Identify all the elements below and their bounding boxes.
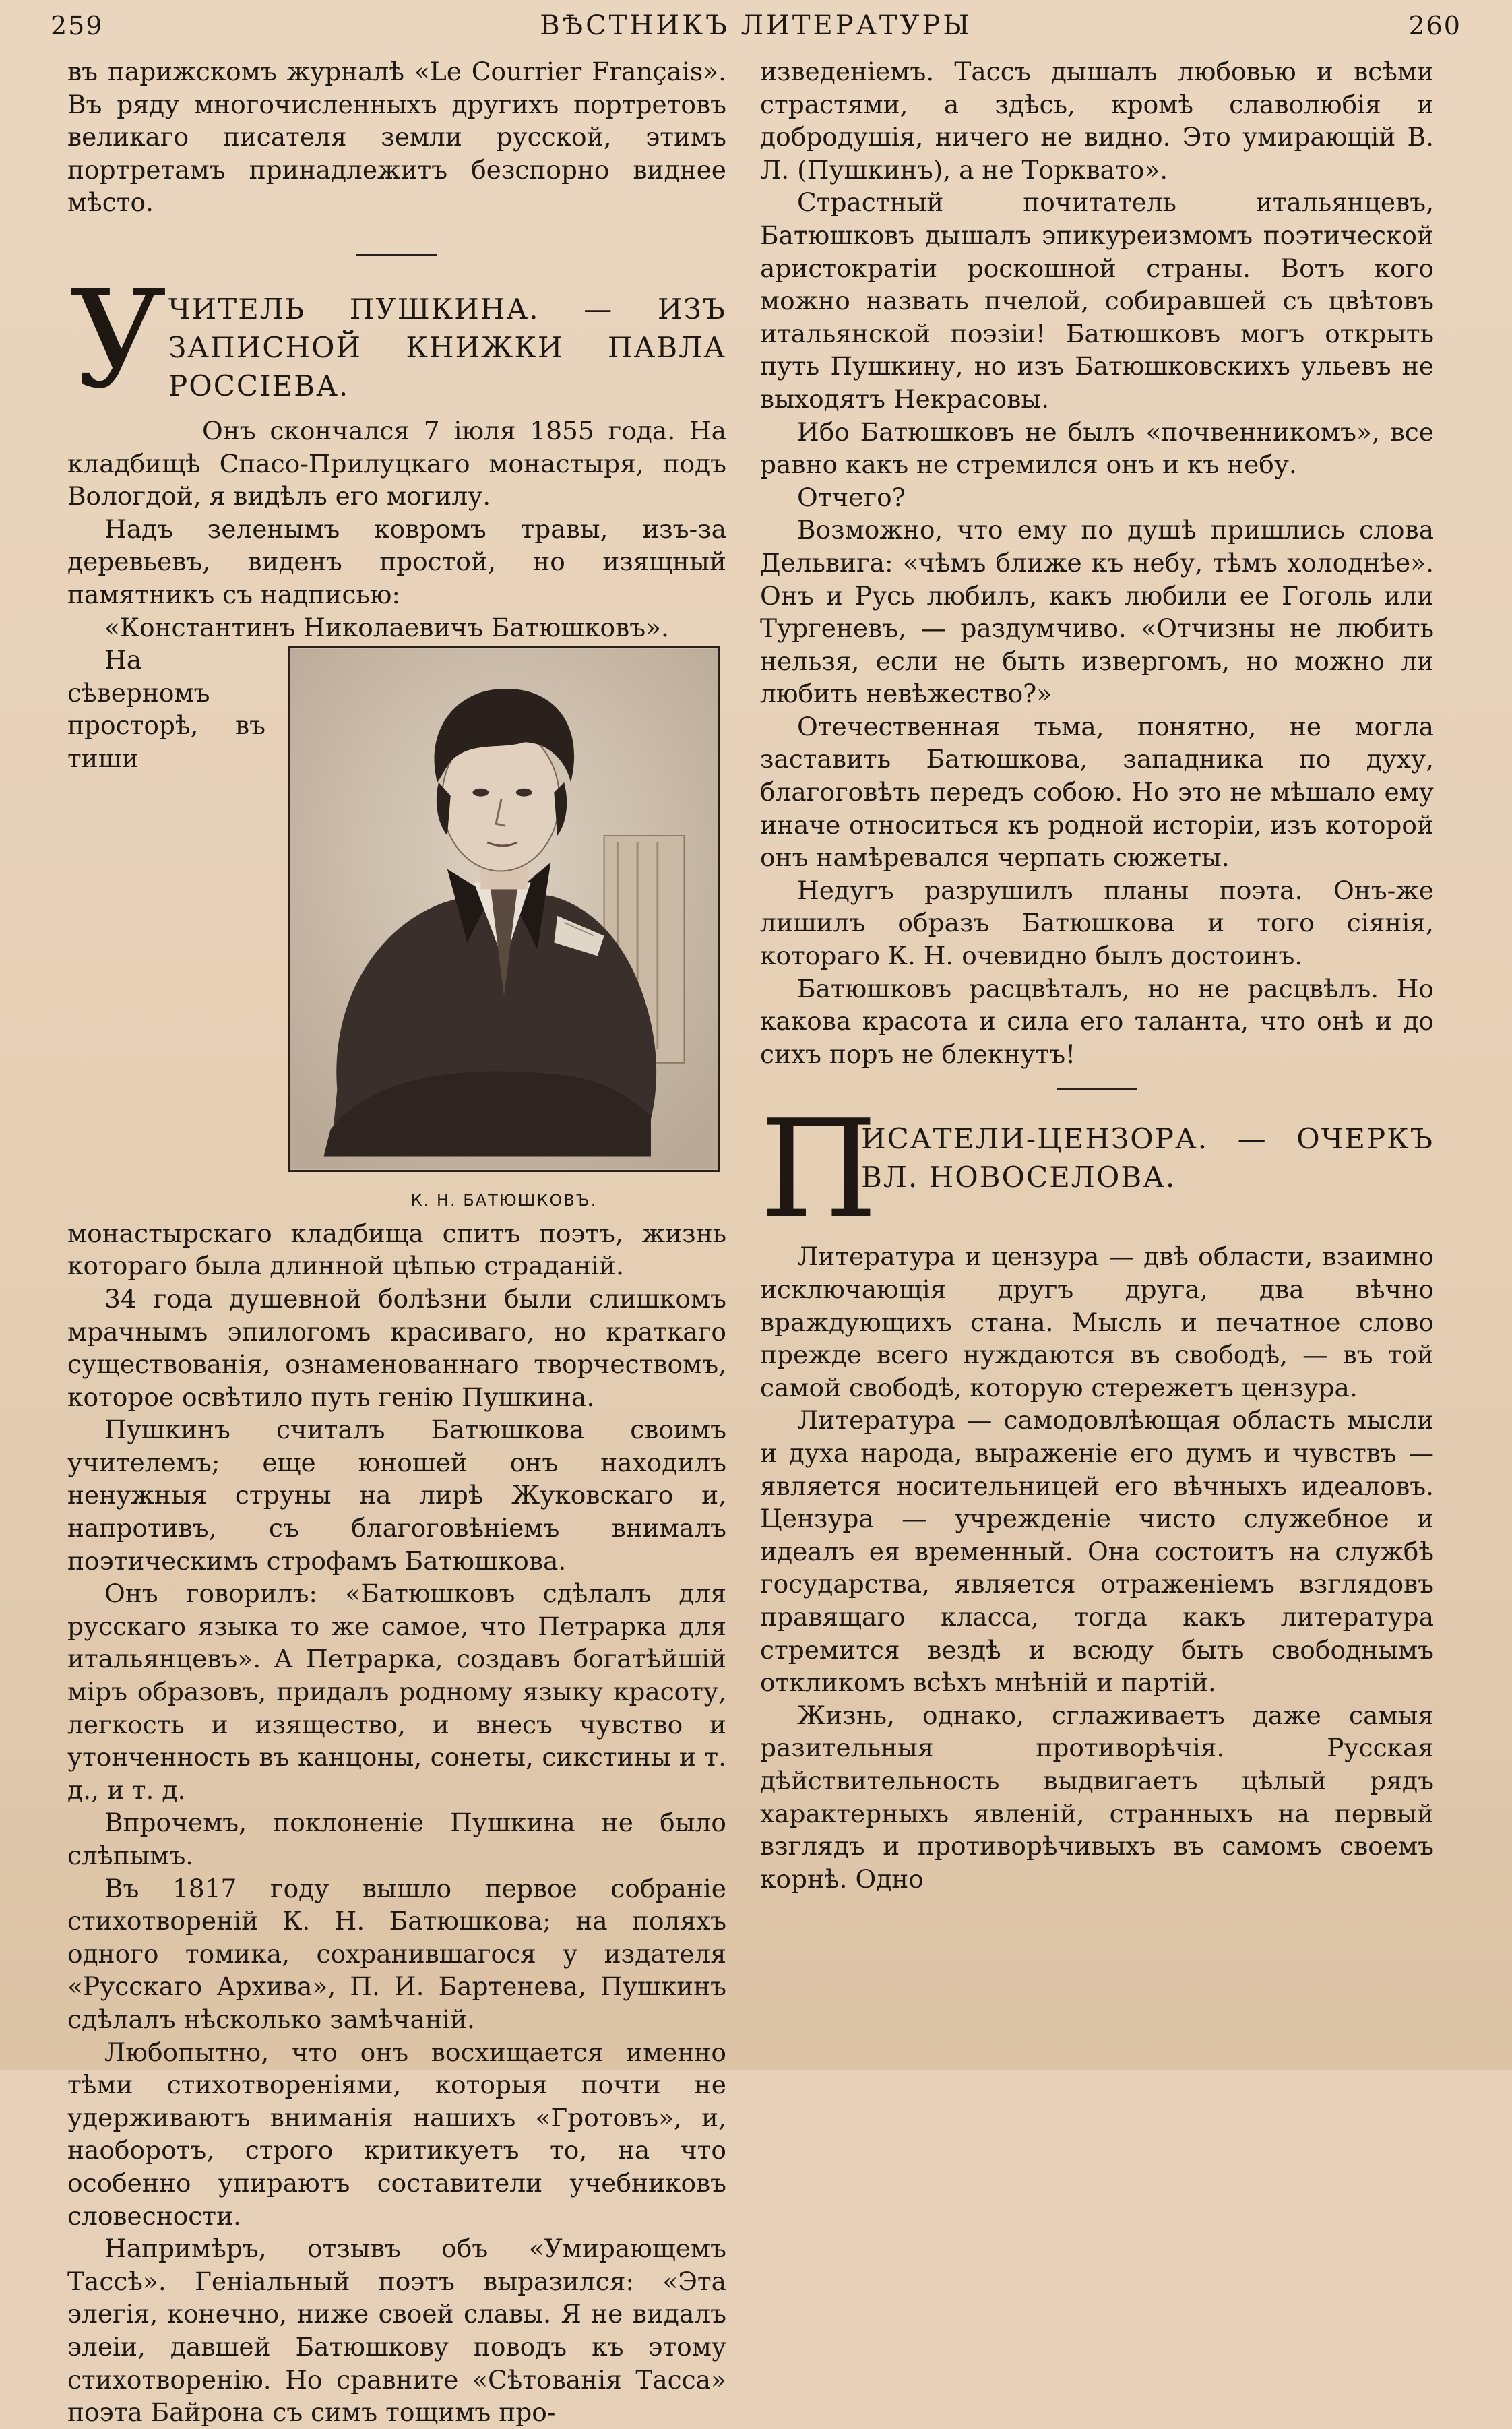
paragraph: «Константинъ Николаевичъ Батюшковъ». xyxy=(104,612,669,642)
paragraph: Батюшковъ расцвѣталъ, но не расцвѣлъ. Но какова красота и сила его таланта, что онѣ и до сихъ поръ не блекнутъ! xyxy=(760,973,1434,1069)
paragraph: Ибо Батюшковъ не былъ «почвенникомъ», все равно какъ не стремился онъ и къ небу. xyxy=(760,417,1434,480)
portrait-drawing xyxy=(290,648,718,1170)
paragraph: Отчего? xyxy=(797,482,906,512)
section-divider xyxy=(356,254,437,256)
paragraph: На сѣверномъ просторѣ, въ тиши монастырскаго кладбища спитъ поэтъ, жизнь котораго была длинной цѣпью страданій. xyxy=(67,645,726,1281)
left-column xyxy=(67,55,726,2428)
paragraph: Впрочемъ, поклоненіе Пушкина не было слѣпымъ. xyxy=(67,1808,726,1870)
paragraph: Надъ зеленымъ ковромъ травы, изъ-за деревьевъ, виденъ простой, но изящный памятникъ съ надписью: xyxy=(67,514,726,609)
article-heading xyxy=(67,261,726,419)
drop-cap: У xyxy=(69,261,167,419)
continuation-paragraph: въ парижскомъ журналѣ «Le Courrier Français». Въ ряду многочисленныхъ другихъ портретовъ великаго писателя земли русской, этимъ портретамъ принадлежитъ безспорно виднее мѣсто. xyxy=(67,57,726,218)
portrait-image xyxy=(288,646,720,1172)
drop-cap: П xyxy=(760,1091,878,1249)
right-column xyxy=(760,55,1434,2050)
page-number-right: 260 xyxy=(1408,11,1461,40)
paragraph: Литература и цензура — двѣ области, взаимно исключающія другъ друга, два вѣчно враждующихъ стана. Мысль и печатное слово прежде всего нуждаются въ свободѣ, — въ той самой свободѣ, которую стережетъ цензура. xyxy=(760,1241,1434,1403)
journal-title: ВѢСТНИКЪ ЛИТЕРАТУРЫ xyxy=(540,10,972,41)
paragraph: Онъ говорилъ: «Батюшковъ сдѣлалъ для русскаго языка то же самое, что Петрарка для итальянцевъ». А Петрарка, создавъ богатѣйшій міръ образовъ, придалъ родному языку красоту, легкость и изящество, и внесъ чувство и утонченность въ канцоны, сонеты, сикстины и т. д., и т. д. xyxy=(67,1578,726,1805)
section-divider xyxy=(1057,1088,1137,1090)
paragraph: Онъ скончался 7 іюля 1855 года. На кладбищѣ Спасо-Прилуцкаго монастыря, подъ Вологдой, я видѣлъ его могилу. xyxy=(67,415,726,512)
portrait-figure xyxy=(282,646,726,1217)
paragraph: Напримѣръ, отзывъ объ «Умирающемъ Тассѣ». Геніальный поэтъ выразился: «Эта элегія, конечно, ниже своей славы. Я не видалъ элеіи, давшей Батюшкову поводъ къ этому стихотворенію. Но сравните «Сѣтованія Тасса» поэта Байрона съ симъ тощимъ про- xyxy=(67,2234,726,2428)
paragraph: Литература — самодовлѣющая область мысли и духа народа, выраженіе его думъ и чувствъ — является носительницей его вѣчныхъ идеаловъ. Цензура — учрежденіе чисто служебное и идеалъ ея временный. Она состоитъ на службѣ государства, является отраженіемъ взглядовъ правящаго класса, тогда какъ литература стремится вездѣ и всюду быть свободнымъ откликомъ всѣхъ мнѣній и партій. xyxy=(760,1405,1434,1698)
page-number-left: 259 xyxy=(51,11,104,40)
paragraph: изведеніемъ. Тассъ дышалъ любовью и всѣми страстями, а здѣсь, кромѣ славолюбія и добродушія, ничего не видно. Это умирающій В. Л. (Пушкинъ), а не Торквато». xyxy=(760,57,1434,185)
paragraph: Возможно, что ему по душѣ пришлись слова Дельвига: «чѣмъ ближе къ небу, тѣмъ холоднѣе». Онъ и Русь любилъ, какъ любили ее Гоголь или Тургеневъ, — раздумчиво. «Отчизны не любить нельзя, если не быть извергомъ, но можно ли любить невѣжество?» xyxy=(760,515,1434,709)
paragraph: 34 года душевной болѣзни были слишкомъ мрачнымъ эпилогомъ красиваго, но краткаго существованія, ознаменованнаго творчествомъ, которое освѣтило путь генію Пушкина. xyxy=(67,1283,726,1412)
paragraph: Недугъ разрушилъ планы поэта. Онъ-же лишилъ образъ Батюшкова и того сіянія, котораго К. Н. очевидно былъ достоинъ. xyxy=(760,875,1434,971)
paragraph: Въ 1817 году вышло первое собраніе стихотвореній К. Н. Батюшкова; на поляхъ одного томика, сохранившагося у издателя «Русскаго Архива», П. И. Бартенева, Пушкинъ сдѣлалъ нѣсколько замѣчаній. xyxy=(67,1873,726,2034)
page-header xyxy=(51,5,1461,46)
article-title: ИСАТЕЛИ-ЦЕНЗОРА. — ОЧЕРКЪ ВЛ. НОВОСЕЛОВА. xyxy=(861,1122,1434,1194)
portrait-caption: К. Н. БАТЮШКОВЪ. xyxy=(410,1191,598,1210)
paragraph: Любопытно, что онъ восхищается именно тѣми стихотвореніями, которыя почти не удерживаютъ вниманія нашихъ «Гротовъ», и, наоборотъ, строго критикуетъ то, на что особенно упираютъ составители учебниковъ словесности. xyxy=(67,2037,726,2231)
paragraph: Жизнь, однако, сглаживаетъ даже самыя разительныя противорѣчія. Русская дѣйствительность выдвигаетъ цѣлый рядъ характерныхъ явленій, странныхъ на первый взглядъ и противорѣчивыхъ въ самомъ своемъ корнѣ. Одно xyxy=(760,1700,1434,1894)
paragraph: Пушкинъ считалъ Батюшкова своимъ учителемъ; еще юношей онъ находилъ ненужныя струны на лирѣ Жуковскаго и, напротивъ, съ благоговѣніемъ внималъ поэтическимъ строфамъ Батюшкова. xyxy=(67,1415,726,1576)
article-title: ЧИТЕЛЬ ПУШКИНА. — ИЗЪ ЗАПИСНОЙ КНИЖКИ ПАВЛА РОССІЕВА. xyxy=(168,292,726,402)
article-heading xyxy=(760,1091,1434,1249)
paragraph: Страстный почитатель итальянцевъ, Батюшковъ дышалъ эпикуреизмомъ поэтической аристократіи роскошной страны. Вотъ кого можно назвать пчелой, собиравшей съ цвѣтовъ итальянской поэзіи! Батюшковъ могъ открыть путь Пушкину, но изъ Батюшковскихъ ульевъ не выходятъ Некрасовы. xyxy=(760,187,1434,414)
paragraph: Отечественная тьма, понятно, не могла заставить Батюшкова, западника по духу, благоговѣть передъ собою. Но это не мѣшало ему иначе относиться къ родной исторіи, изъ которой онъ намѣревался черпать сюжеты. xyxy=(760,711,1434,873)
